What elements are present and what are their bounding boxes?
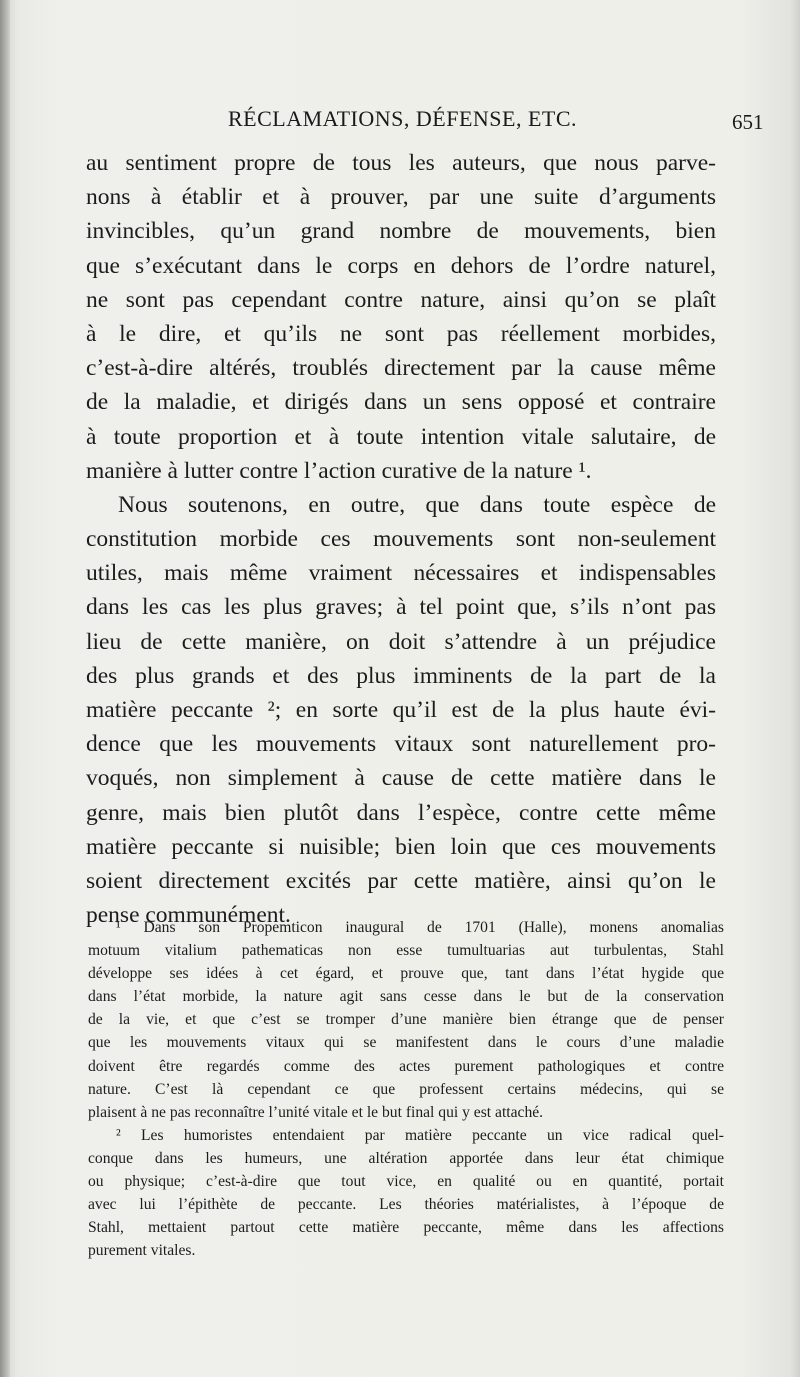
footnote-line: que les mouvements vitaux qui se manifestent dans le cours d’une maladie — [88, 1034, 724, 1052]
footnote-line: nature. C’est là cependant ce que professent certains médecins, qui se — [88, 1080, 724, 1098]
text-line: au sentiment propre de tous les auteurs, que nous parve- — [86, 150, 716, 176]
text-line: à le dire, et qu’ils ne sont pas réellement morbides, — [86, 320, 716, 347]
text-line: voqués, non simplement à cause de cette matière dans le — [86, 765, 716, 792]
text-line: de la maladie, et dirigés dans un sens opposé et contraire — [86, 389, 716, 416]
text-line: à toute proportion et à toute intention vitale salutaire, de — [86, 423, 716, 450]
footnote-line: plaisent à ne pas reconnaître l’unité vitale et le but final qui y est attaché. — [88, 1103, 544, 1121]
paragraph-start-line: Nous soutenons, en outre, que dans toute espèce de — [118, 491, 716, 518]
text-line: utiles, mais même vraiment nécessaires et indispensables — [86, 560, 716, 587]
footnote-line: motuum vitalium pathematicas non esse tumultuarias aut turbulentas, Stahl — [88, 942, 724, 960]
footnote-line: de la vie, et que c’est se tromper d’une manière bien étrange que de penser — [88, 1011, 724, 1029]
text-line: invincibles, qu’un grand nombre de mouvements, bien — [86, 218, 716, 245]
text-line: dans les cas les plus graves; à tel point que, s’ils n’ont pas — [86, 594, 716, 621]
text-line: soient directement excités par cette matière, ainsi qu’on le — [86, 867, 716, 894]
main-text — [86, 146, 716, 932]
text-line: nons à établir et à prouver, par une suite d’arguments — [86, 184, 716, 211]
footnote-line: doivent être regardés comme des actes purement pathologiques et contre — [88, 1057, 724, 1075]
page-gutter-shadow — [0, 0, 10, 1377]
text-line: dence que les mouvements vitaux sont naturellement pro- — [86, 731, 716, 758]
footnotes — [88, 916, 724, 1262]
footnote-line: purement vitales. — [88, 1242, 196, 1260]
footnote-line: avec lui l’épithète de peccante. Les théories matérialistes, à l’époque de — [88, 1196, 724, 1214]
page-number: 651 — [732, 110, 764, 134]
text-line: constitution morbide ces mouvements sont non-seulement — [86, 526, 716, 553]
footnote-1-start: ¹ Dans son Propemticon inaugural de 1701 (Halle), monens anomalias — [116, 919, 724, 936]
text-line: genre, mais bien plutôt dans l’espèce, contre cette même — [86, 799, 716, 826]
text-line: c’est-à-dire altérés, troublés directement par la cause même — [86, 355, 716, 382]
footnote-line: développe ses idées à cet égard, et prouve que, tant dans l’état hygide que — [88, 965, 724, 983]
text-line: matière peccante ²; en sorte qu’il est de la plus haute évi- — [86, 697, 716, 723]
footnote-line: dans l’état morbide, la nature agit sans cesse dans le but de la conservation — [88, 988, 724, 1006]
running-title: RÉCLAMATIONS, DÉFENSE, ETC. — [228, 106, 578, 131]
text-line: matière peccante si nuisible; bien loin que ces mouvements — [86, 833, 716, 860]
paragraph-end-line: pense communément. — [86, 902, 291, 929]
footnote-line: Stahl, mettaient partout cette matière peccante, même dans les affections — [88, 1219, 724, 1237]
footnote-2-start: ² Les humoristes entendaient par matière peccante un vice radical quel- — [116, 1126, 724, 1144]
footnote-line: conque dans les humeurs, une altération apportée dans leur état chimique — [88, 1149, 724, 1167]
text-line: lieu de cette manière, on doit s’attendre à un préjudice — [86, 628, 716, 655]
text-line: que s’exécutant dans le corps en dehors de l’ordre naturel, — [86, 252, 716, 279]
text-line: ne sont pas cependant contre nature, ainsi qu’on se plaît — [86, 286, 716, 313]
paragraph-end-line: manière à lutter contre l’action curative de la nature ¹. — [86, 457, 592, 484]
page-header — [0, 100, 800, 140]
text-line: des plus grands et des plus imminents de la part de la — [86, 662, 716, 689]
footnote-line: ou physique; c’est-à-dire que tout vice, en qualité ou en quantité, portait — [88, 1173, 724, 1191]
